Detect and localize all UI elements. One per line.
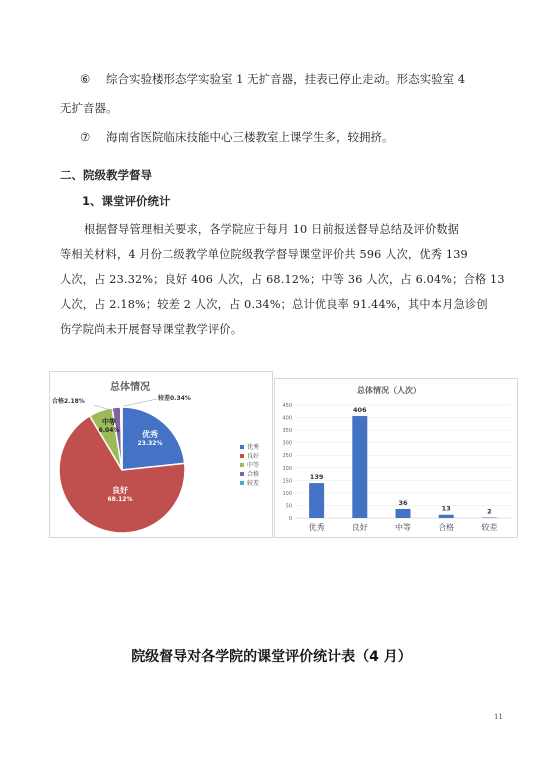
y-tick-label: 0 (288, 516, 292, 522)
legend-label: 合格 (247, 471, 260, 478)
page-number: 11 (494, 713, 503, 721)
evaluation-paragraph (60, 217, 506, 342)
bar-2 (396, 509, 411, 518)
y-tick-label: 300 (282, 440, 292, 447)
x-tick-label: 较差 (481, 523, 498, 532)
legend-item (240, 478, 259, 487)
item6-line2: 无扩音器。 (60, 101, 118, 115)
item7-marker: ⑦ (80, 130, 91, 144)
legend-swatch-excellent (240, 445, 244, 449)
bar-value-label: 36 (398, 498, 408, 507)
legend-label: 优秀 (247, 444, 260, 451)
pie-legend (240, 442, 259, 487)
item6-line1 (80, 71, 465, 87)
pie-category-label: 优秀 (142, 430, 158, 439)
legend-swatch-medium (240, 463, 244, 467)
x-tick-label: 优秀 (308, 523, 325, 532)
legend-item (240, 451, 259, 460)
pie-value-label: 23.32% (137, 440, 163, 447)
paragraph-line: 伤学院尚未开展督导课堂教学评价。 (60, 323, 243, 336)
legend-swatch-poor (240, 481, 244, 485)
legend-item (240, 460, 259, 469)
legend-swatch-good (240, 454, 244, 458)
pie-value-label: 6.04% (98, 427, 120, 434)
item7-line1 (80, 129, 393, 145)
pie-chart-title: 总体情况 (110, 382, 150, 393)
item7-text: 海南省医院临床技能中心三楼教室上课学生多，较拥挤。 (105, 130, 394, 144)
y-tick-label: 350 (282, 428, 292, 435)
pie-value-label: 68.12% (107, 496, 133, 503)
bar-value-label: 2 (487, 507, 492, 516)
y-tick-label: 400 (282, 415, 292, 422)
y-tick-label: 450 (282, 403, 292, 409)
y-tick-label: 150 (282, 478, 292, 485)
bar-0 (309, 483, 324, 518)
section2-heading: 二、院级教学督导 (60, 168, 152, 182)
bar-value-label: 139 (309, 473, 324, 482)
legend-label: 良好 (247, 453, 260, 460)
subsection1-heading: 1、课堂评价统计 (82, 194, 171, 208)
item6-text: 综合实验楼形态学实验室 1 无扩音器，挂表已停止走动。形态实验室 4 (105, 72, 466, 86)
y-tick-label: 100 (282, 490, 292, 497)
pie-chart (50, 372, 272, 537)
bar-chart-box (274, 378, 518, 538)
y-tick-label: 50 (285, 503, 292, 510)
pie-outside-label-poor: 较差0.34% (158, 395, 191, 402)
table-caption: 院级督导对各学院的课堂评价统计表（4 月） (131, 649, 412, 665)
bar-4 (482, 517, 497, 518)
bar-value-label: 13 (441, 504, 451, 513)
legend-item (240, 442, 259, 451)
bar-chart-title: 总体情况（人次） (357, 386, 421, 395)
paragraph-line: 人次，占 23.32%；良好 406 人次，占 68.12%；中等 36 人次，占 6.04%；合格 13 (60, 273, 505, 286)
legend-label: 较差 (247, 480, 260, 487)
bar-value-label: 406 (353, 406, 367, 415)
item6-marker: ⑥ (80, 72, 91, 86)
pie-outside-label-pass: 合格2.18% (52, 398, 85, 405)
y-tick-label: 250 (282, 453, 292, 460)
pie-leader-line (124, 399, 157, 406)
paragraph-line: 等相关材料，4 月份二级教学单位院级教学督导课堂评价共 596 人次，优秀 139 (60, 248, 468, 261)
x-tick-label: 合格 (438, 523, 455, 532)
x-tick-label: 中等 (395, 523, 411, 532)
bar-3 (439, 515, 454, 518)
legend-label: 中等 (247, 462, 260, 469)
bar-chart (275, 379, 517, 537)
pie-category-label: 中等 (102, 418, 116, 426)
paragraph-line: 人次，占 2.18%；较差 2 人次，占 0.34%；总计优良率 91.44%，其中本月急诊创 (60, 298, 488, 311)
paragraph-line: 根据督导管理相关要求，各学院应于每月 10 日前报送督导总结及评价数据 (84, 223, 460, 236)
pie-chart-box (49, 371, 273, 538)
legend-item (240, 469, 259, 478)
y-tick-label: 200 (282, 465, 292, 472)
bar-1 (352, 416, 367, 518)
legend-swatch-pass (240, 472, 244, 476)
pie-category-label: 良好 (112, 486, 128, 495)
x-tick-label: 良好 (351, 523, 368, 532)
